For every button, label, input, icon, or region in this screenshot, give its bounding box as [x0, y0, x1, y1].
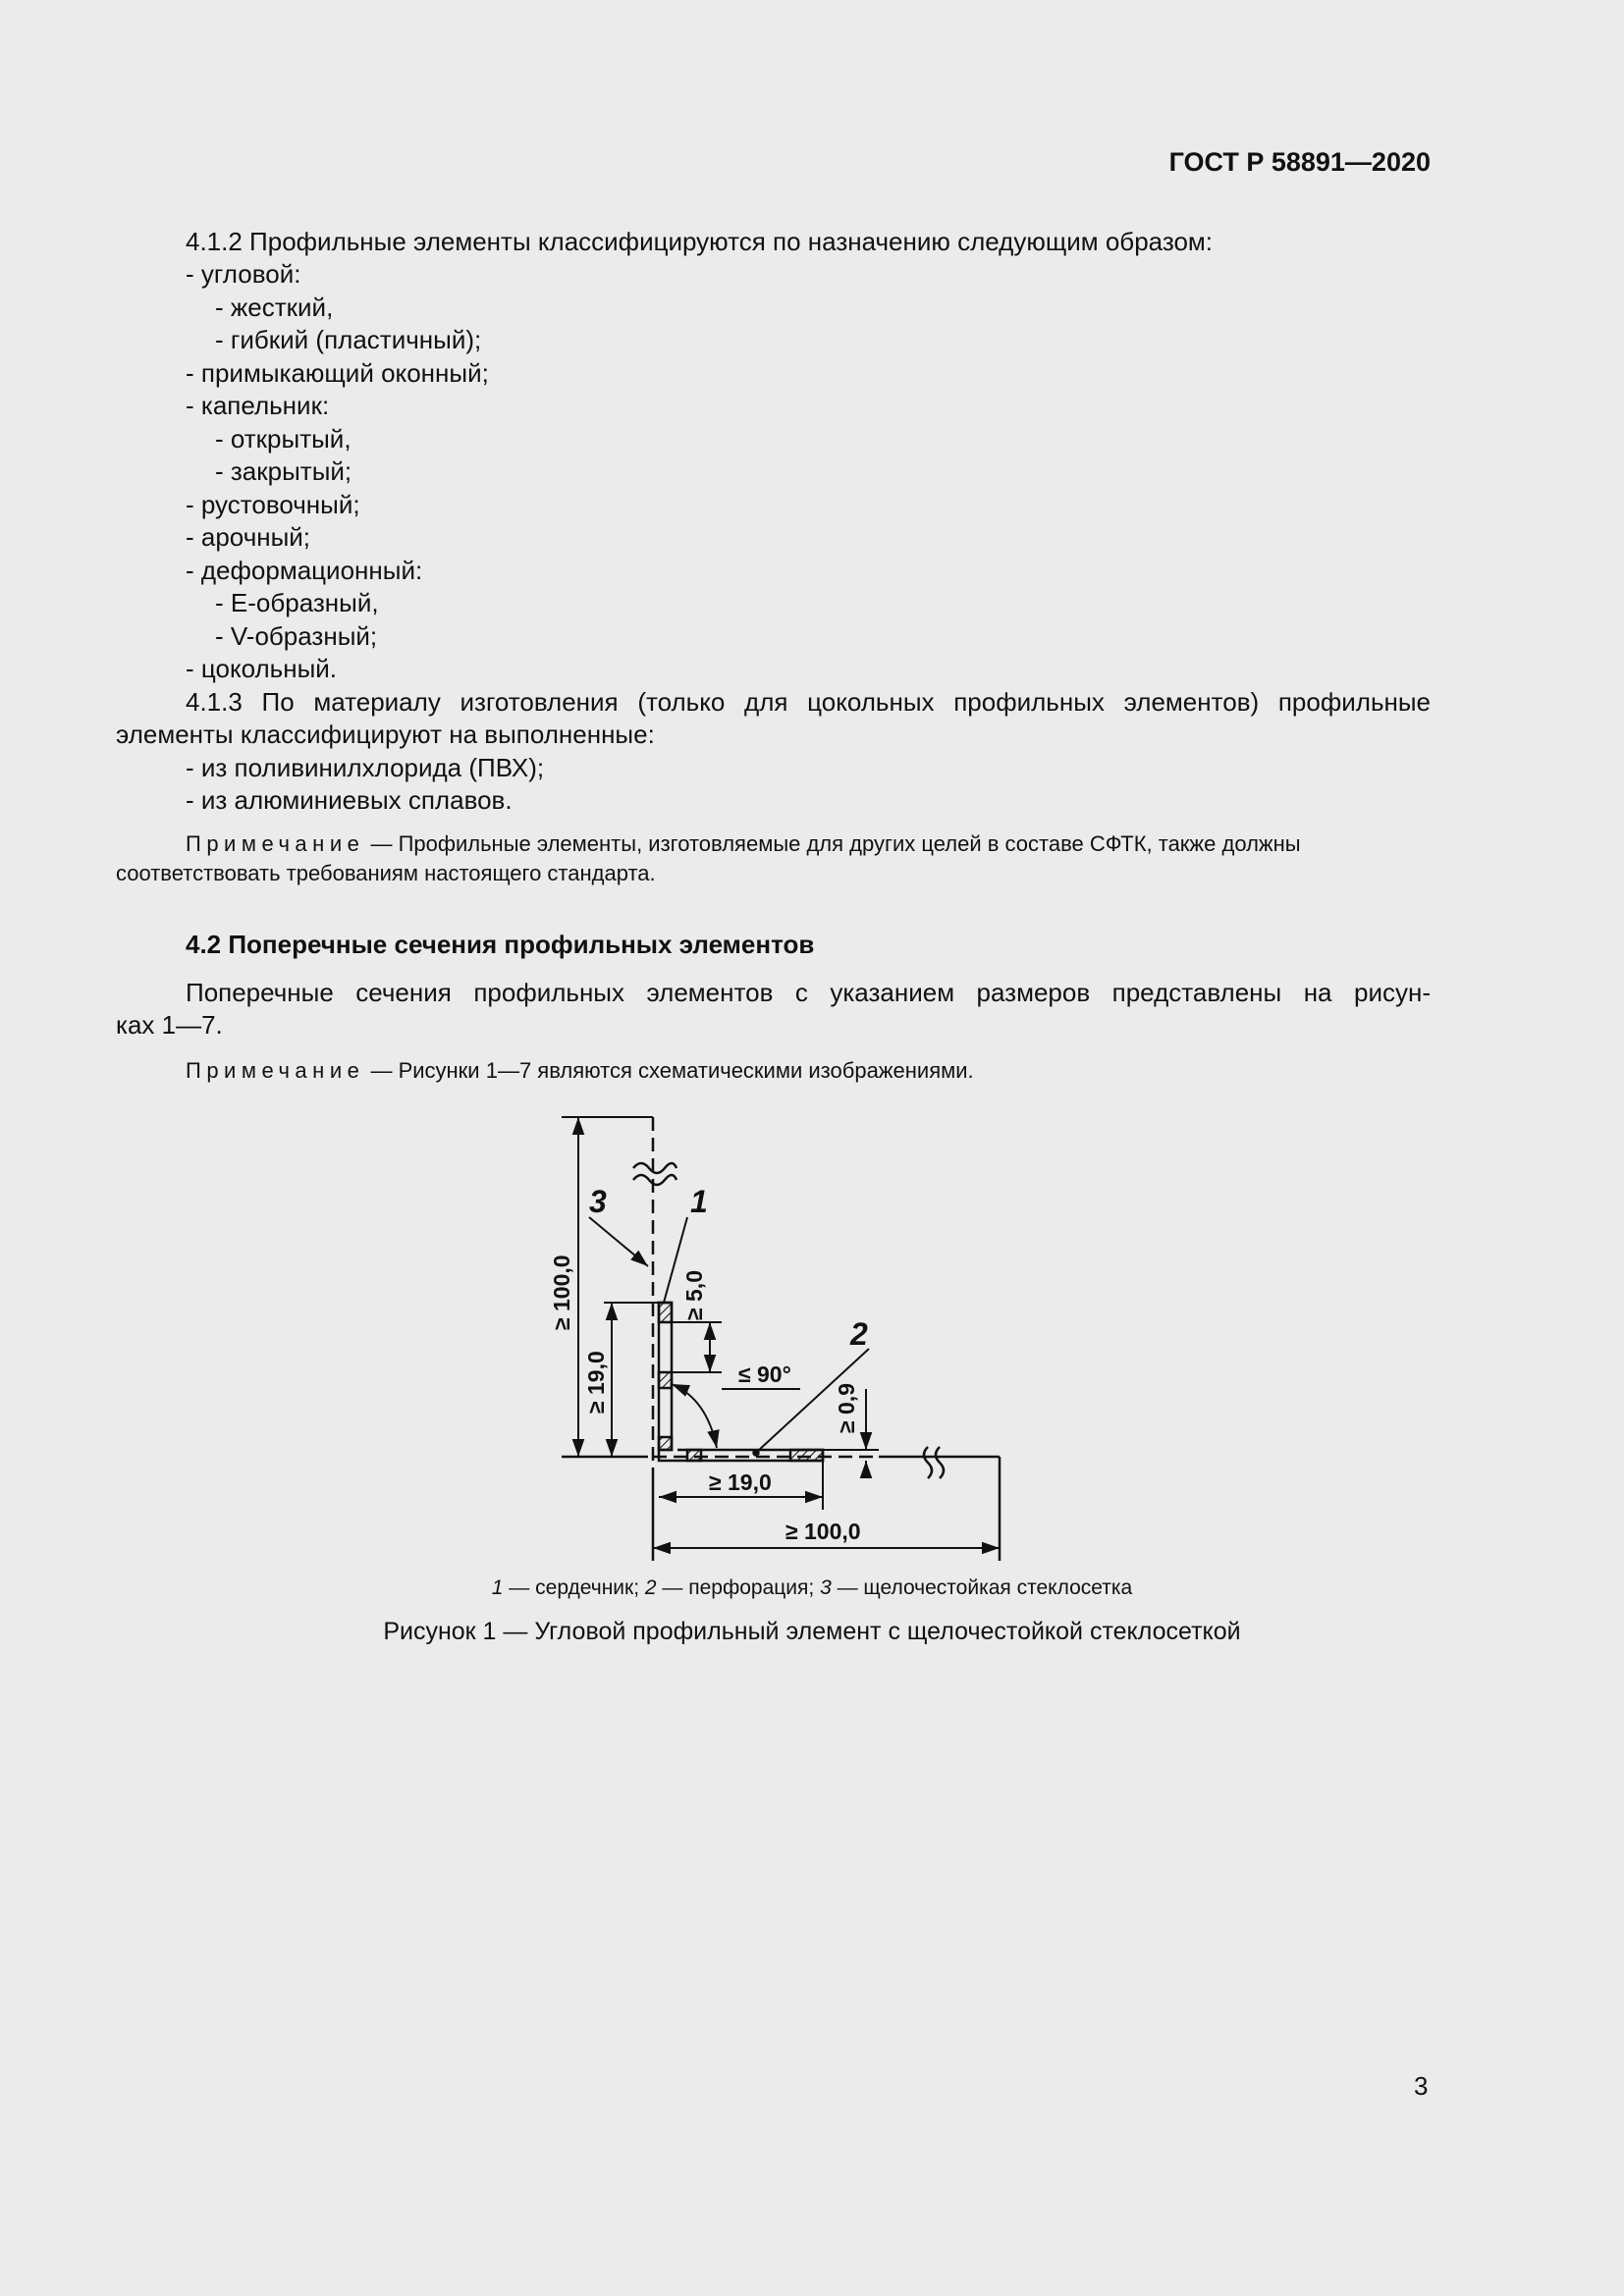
legend-num: 3	[820, 1576, 832, 1599]
list-item: - угловой:	[186, 259, 301, 289]
list-item: - открытый,	[215, 424, 352, 454]
list-item: - из поливинилхлорида (ПВХ);	[186, 753, 545, 782]
callout-1: 1	[690, 1184, 708, 1219]
note-text: — Рисунки 1—7 являются схематическими изображениями.	[364, 1058, 974, 1083]
list-item: - рустовочный;	[186, 490, 360, 519]
section-4-1-3-line2: элементы классифицируют на выполненные:	[116, 720, 655, 749]
note-1-line2: соответствовать требованиям настоящего стандарта.	[116, 861, 656, 885]
list-item: - примыкающий оконный;	[186, 358, 489, 388]
legend-text: — сердечник;	[503, 1576, 645, 1599]
break-mark-horizontal	[924, 1447, 944, 1478]
document-id: ГОСТ Р 58891—2020	[1168, 147, 1431, 177]
list-item: - закрытый;	[215, 456, 352, 486]
dim-top-gap: ≥ 5,0	[681, 1270, 707, 1320]
section-4-2-line2: ках 1—7.	[116, 1010, 223, 1040]
legend-num: 2	[644, 1576, 657, 1599]
dim-short-width: ≥ 19,0	[709, 1469, 772, 1495]
list-item: - из алюминиевых сплавов.	[186, 785, 513, 815]
figure-1-legend	[0, 1576, 1624, 1600]
dim-short-height: ≥ 19,0	[583, 1351, 609, 1414]
list-item: - цокольный.	[186, 654, 338, 683]
list-item: - жесткий,	[215, 293, 334, 322]
list-item: - деформационный:	[186, 556, 423, 585]
break-mark-vertical	[633, 1163, 677, 1185]
list-item: - арочный;	[186, 522, 311, 552]
list-item: - Е-образный,	[215, 588, 379, 617]
section-4-1-3-line1: 4.1.3 По материалу изготовления (только для цокольных профильных элементов) профильные	[186, 687, 1431, 717]
figure-1-caption: Рисунок 1 — Угловой профильный элемент с щелочестойкой стеклосеткой	[383, 1618, 1241, 1645]
legend-num: 1	[491, 1576, 504, 1599]
callout-2: 2	[850, 1316, 868, 1352]
list-item: - гибкий (пластичный);	[215, 325, 482, 354]
section-4-1-2-intro: 4.1.2 Профильные элементы классифицируются по назначению следующим образом:	[186, 227, 1214, 256]
section-4-2-heading: 4.2 Поперечные сечения профильных элементов	[186, 930, 815, 959]
note-text: — Профильные элементы, изготовляемые для других целей в составе СФТК, также должны	[364, 831, 1301, 856]
dim-total-width: ≥ 100,0	[785, 1519, 861, 1544]
note-label: Примечание	[186, 1058, 365, 1083]
dim-angle: ≤ 90°	[738, 1362, 791, 1387]
legend-text: — щелочестойкая стеклосетка	[831, 1576, 1133, 1599]
dim-total-height: ≥ 100,0	[549, 1255, 574, 1330]
dim-thickness: ≥ 0,9	[834, 1383, 859, 1433]
callout-3: 3	[589, 1184, 607, 1219]
legend-text: — перфорация;	[656, 1576, 821, 1599]
note-label: Примечание	[186, 831, 365, 856]
list-item: - V-образный;	[215, 621, 378, 651]
page-number: 3	[1414, 2071, 1429, 2101]
section-4-2-line1: Поперечные сечения профильных элементов с указанием размеров представлены на рисун-	[186, 978, 1431, 1007]
list-item: - капельник:	[186, 391, 330, 420]
